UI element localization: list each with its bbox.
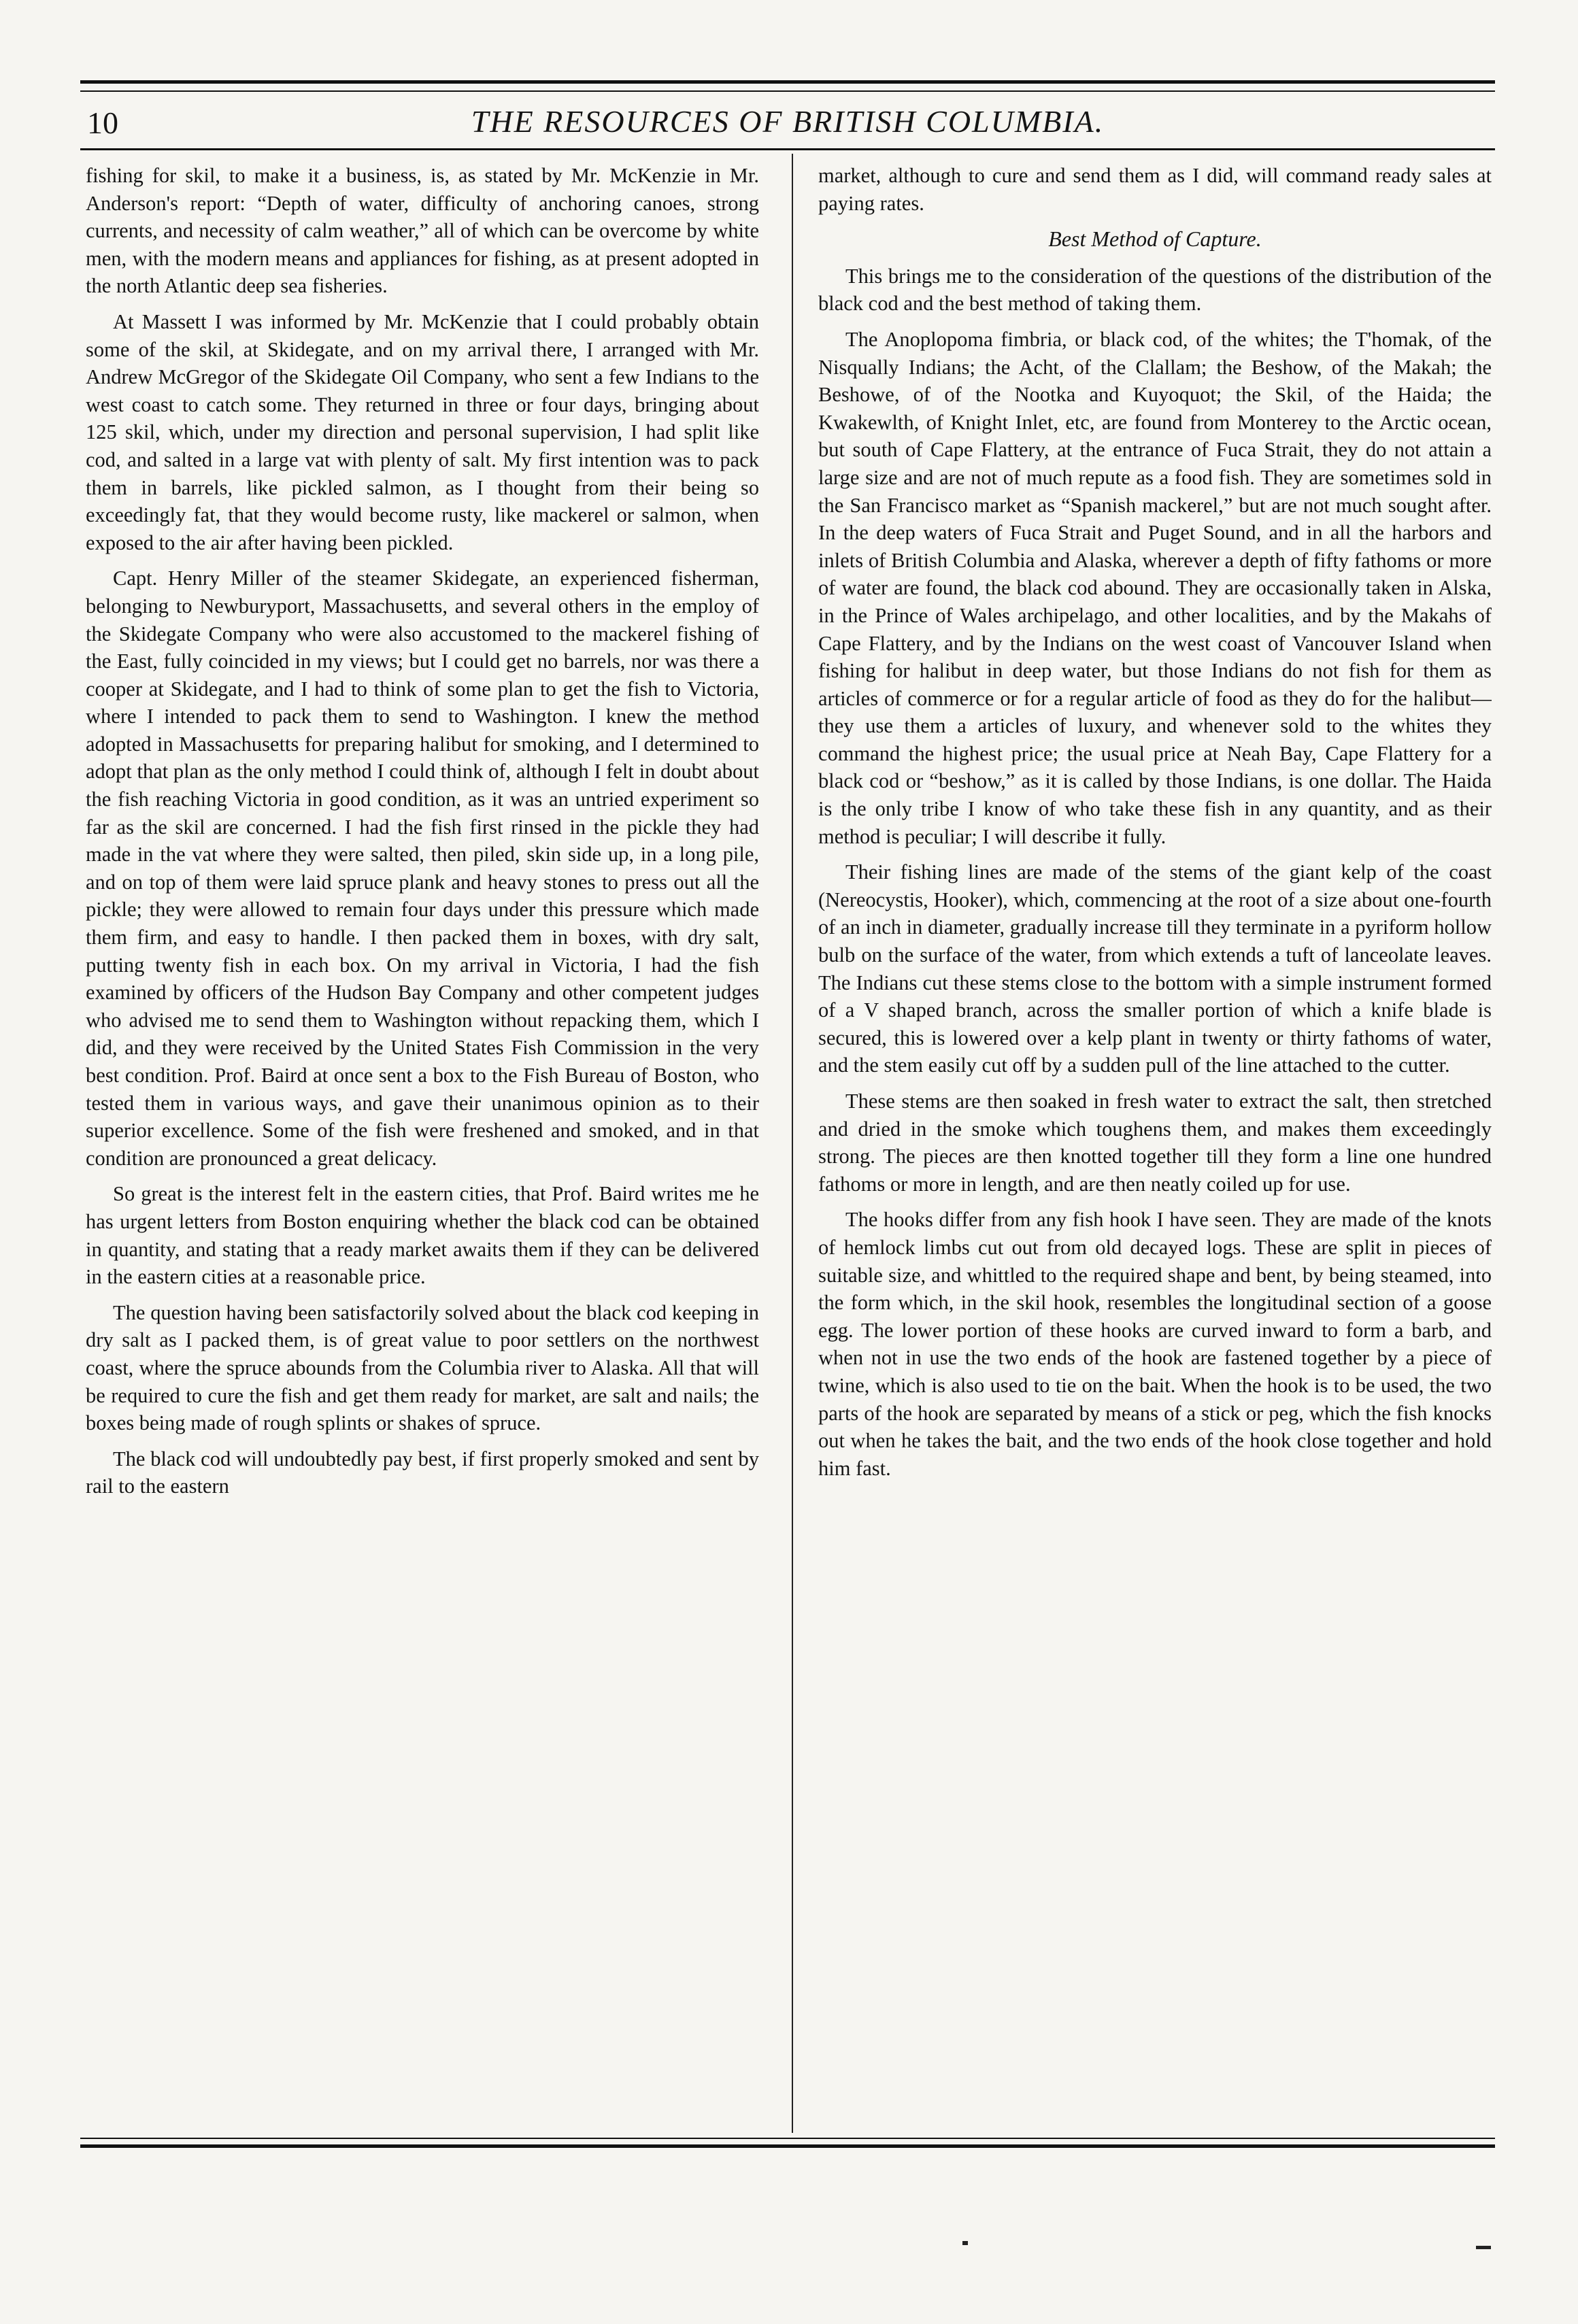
section-subheading: Best Method of Capture. bbox=[1048, 226, 1262, 252]
page-number: 10 bbox=[87, 105, 118, 140]
book-page bbox=[80, 80, 1495, 2161]
paragraph: The question having been satisfactorily solved about the black cod keeping in dry salt as I packed them, is of great value to poor settlers on the northwest coast, where the spruce abounds from the Columbia river to Alaska. All that will be required to cure the fish and get them ready for market, are salt and nails; the boxes being made of rough splints or shakes of spruce. bbox=[86, 1300, 759, 1435]
paragraph: The hooks differ from any fish hook I have seen. They are made of the knots of hemlock limbs cut out from old decayed logs. These are split in pieces of suitable size, and whittled to the required shape and bent, by being steamed, into the form which, in the skil hook, resembles the longitudinal section of a goose egg. The lower portion of these hooks are curved inward to form a barb, and when not in use the two ends of the hook are fastened together by a piece of twine, which is also used to tie on the bait. When the hook is to be used, the two parts of the hook are separated by means of a stick or peg, which the fish knocks out when he takes the bait, and the two ends of the hook close together and hold him fast. bbox=[818, 1208, 1492, 1480]
print-mark bbox=[1476, 2246, 1491, 2249]
paragraph: At Massett I was informed by Mr. McKenzie that I could probably obtain some of the skil, at Skidegate, and on my arrival there, I arranged with Mr. Andrew McGregor of the Skidegate Oil Company, who sent a few Indians to the west coast to catch some. They returned in three or four days, bringing about 125 skil, which, under my direction and personal supervision, I had split like cod, and salted in a large vat with plenty of salt. My first intention was to pack them in barrels, like pickled salmon, as I thought from their being so exceedingly fat, that they would become rusty, like mackerel or salmon, when exposed to the air after having been pickled. bbox=[86, 309, 759, 554]
paragraph: fishing for skil, to make it a business, is, as stated by Mr. McKenzie in Mr. Anderson's report: “Depth of water, difficulty of anchoring canoes, strong currents, and necessity of calm weather,” all of which can be overcome by white men, with the modern means and appliances for fishing, as at present adopted in the north Atlantic deep sea fisheries. bbox=[86, 164, 759, 298]
column-divider bbox=[792, 154, 793, 2133]
page-header bbox=[80, 99, 1495, 147]
paragraph: Their fishing lines are made of the stems of the giant kelp of the coast (Nereocystis, Hooker), which, commencing at the root of a size about one-fourth of an inch in diameter, gradually increase till they terminate in a pyriform hollow bulb on the surface of the water, from which extends a tuft of lanceolate leaves. The Indians cut these stems close to the bottom with a simple instrument formed of a V shaped branch, across the smaller portion of which a knife blade is secured, this is lowered over a kelp plant in twenty or thirty fathoms of water, and the stem easily cut off by a sudden pull of the line attached to the cutter. bbox=[818, 860, 1492, 1077]
paragraph: The black cod will undoubtedly pay best, if first properly smoked and sent by rail to the eastern bbox=[86, 1447, 759, 1498]
running-title: THE RESOURCES OF BRITISH COLUMBIA. bbox=[471, 104, 1105, 139]
right-column bbox=[818, 162, 1492, 2127]
left-column bbox=[86, 162, 759, 2127]
paragraph: market, although to cure and send them as I did, will command ready sales at paying rates. bbox=[818, 164, 1492, 215]
print-mark bbox=[962, 2241, 968, 2245]
paragraph: So great is the interest felt in the eastern cities, that Prof. Baird writes me he has urgent letters from Boston enquiring whether the black cod can be obtained in quantity, and stating that a ready market awaits them if they can be delivered in the eastern cities at a reasonable price. bbox=[86, 1182, 759, 1289]
top-rule bbox=[80, 80, 1495, 92]
paragraph: This brings me to the consideration of the questions of the distribution of the black cod and the best method of taking them. bbox=[818, 264, 1492, 316]
paragraph: These stems are then soaked in fresh water to extract the salt, then stretched and dried in the smoke which toughens them, and makes them exceedingly strong. The pieces are then knotted together till they form a line one hundred fathoms or more in length, and are then neatly coiled up for use. bbox=[818, 1090, 1492, 1196]
header-rule bbox=[80, 148, 1495, 150]
bottom-rule bbox=[80, 2138, 1495, 2148]
paragraph: The Anoplopoma fimbria, or black cod, of the whites; the T'homak, of the Nisqually Indians; the Acht, of the Clallam; the Beshow, of the Makah; the Beshowe, of of the Nootka and Kuyoquot; the Skil, of the Haida; the Kwakewlth, of Knight Inlet, etc, are found from Monterey to the Arctic ocean, but south of Cape Flattery, at the entrance of Fuca Strait, they do not attain a large size and are not of much repute as a food fish. They are sometimes sold in the San Francisco market as “Spanish mackerel,” but are not much sought after. In the deep waters of Fuca Strait and Puget Sound, and in all the harbors and inlets of British Columbia and Alaska, wherever a depth of fifty fathoms or more of water are found, the black cod abound. They are occasionally taken in Alska, in the Prince of Wales archipelago, and other localities, and by the Makahs of Cape Flattery, and by the Indians on the west coast of Vancouver Island when fishing for halibut in deep water, but those Indians do not fish for them as articles of commerce or for a regular article of food as they do for the halibut—they use them a articles of luxury, and whenever sold to the whites they command the highest price; the usual price at Neah Bay, Cape Flattery for a black cod or “beshow,” as it is called by those Indians, is one dollar. The Haida is the only tribe I know of who take these fish in any quantity, and as their method is peculiar; I will describe it fully. bbox=[818, 327, 1492, 848]
paragraph: Capt. Henry Miller of the steamer Skidegate, an experienced fisherman, belonging to Newburyport, Massachusetts, and several others in the employ of the Skidegate Company who were also accustomed to the mackerel fishing of the East, fully coincided in my views; but I could get no barrels, nor was there a cooper at Skidegate, and I had to think of some plan to get the fish to Victoria, where I intended to pack them to send to Washington. I knew the method adopted in Massachusetts for preparing halibut for smoking, and I determined to adopt that plan as the only method I could think of, although I felt in doubt about the fish reaching Victoria in good condition, as it was an untried experiment so far as the skil are concerned. I had the fish first rinsed in the pickle they had made in the vat where they were salted, then piled, skin side up, in a long pile, and on top of them were laid spruce plank and heavy stones to press out all the pickle; they were allowed to remain four days under this pressure which made them firm, and easy to handle. I then packed them in boxes, with dry salt, putting twenty fish in each box. On my arrival in Victoria, I had the fish examined by officers of the Hudson Bay Company and other competent judges who advised me to send them to Washington without repacking them, which I did, and they were received by the United States Fish Commission in the very best condition. Prof. Baird at once sent a box to the Fish Bureau of Boston, who tested them in various ways, and gave their unanimous opinion as to their superior excellence. Some of the fish were freshened and smoked, and in that condition are pronounced a great delicacy. bbox=[86, 567, 759, 1170]
